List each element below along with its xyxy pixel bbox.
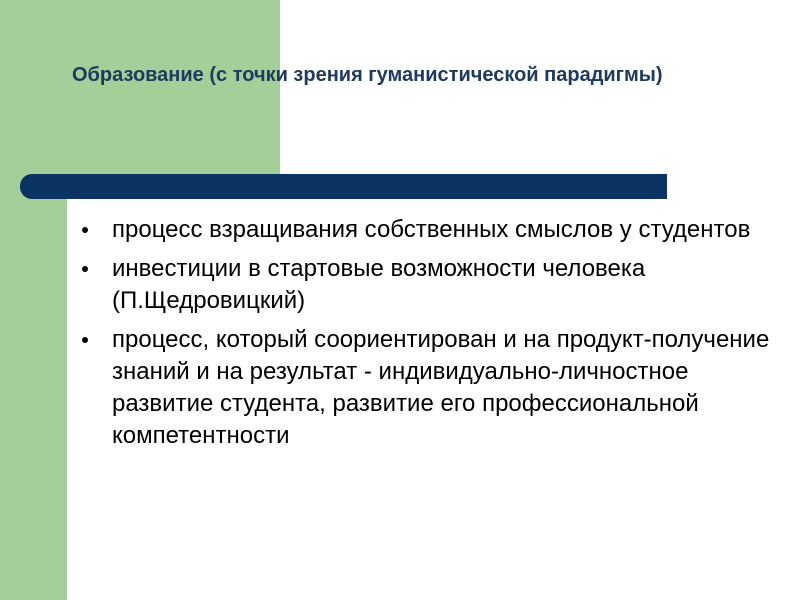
bullet-item <box>80 253 770 317</box>
bullet-dot-icon <box>82 337 88 343</box>
bullet-text: процесс, который соориентирован и на продукт-получение знаний и на результат - индивидуально-личностное развитие студента, развитие его профессиональной компетентности <box>112 326 770 449</box>
bullet-dot-icon <box>82 227 88 233</box>
slide-title: Образование (с точки зрения гуманистической парадигмы) <box>72 64 663 86</box>
bullet-item <box>80 324 770 452</box>
top-decorative-block <box>67 0 280 197</box>
bullet-text: инвестиции в стартовые возможности человека (П.Щедровицкий) <box>112 255 646 314</box>
bullet-list <box>80 214 770 459</box>
title-divider-bar <box>20 174 667 199</box>
bullet-item <box>80 214 770 246</box>
bullet-dot-icon <box>82 266 88 272</box>
bullet-text: процесс взращивания собственных смыслов у студентов <box>112 216 751 243</box>
left-decorative-stripe <box>0 0 67 600</box>
